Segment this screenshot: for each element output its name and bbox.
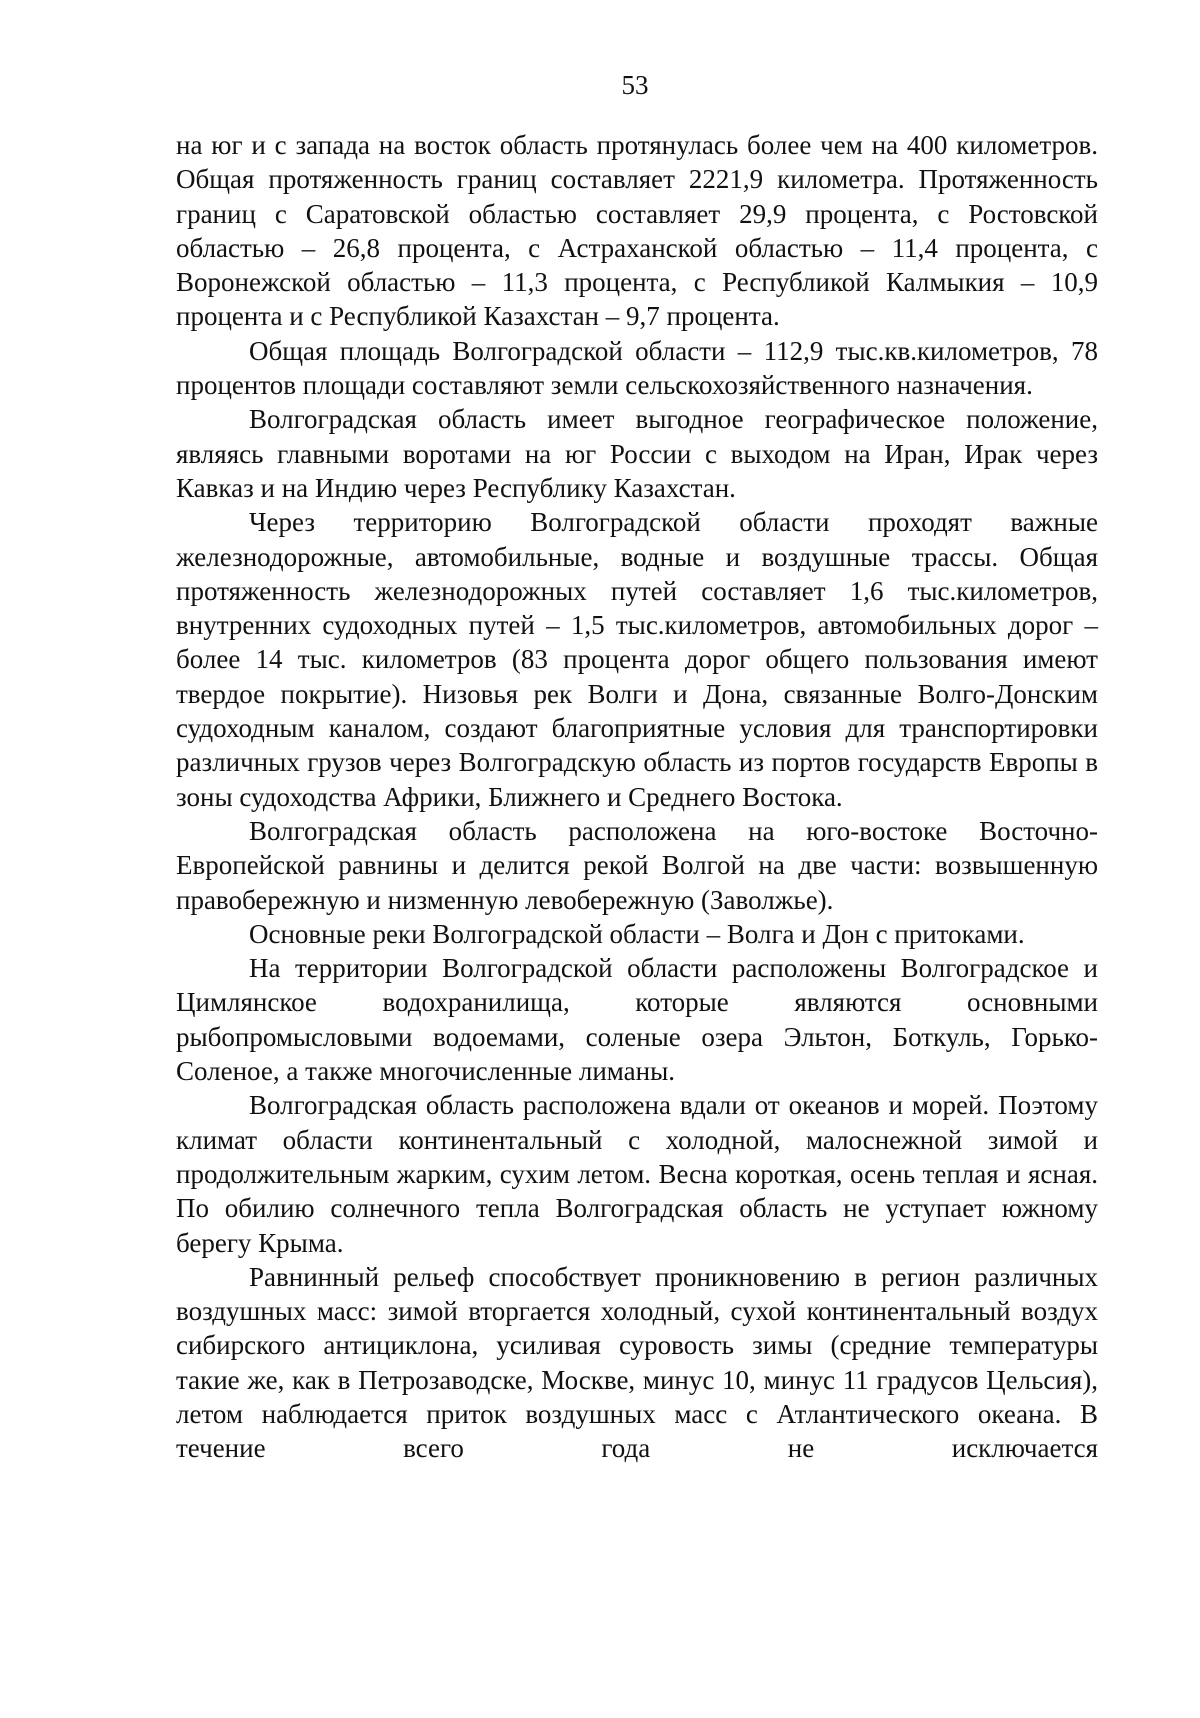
document-body — [176, 128, 1098, 1466]
page-number: 53 — [621, 70, 649, 100]
paragraph-transport: Через территорию Волгоградской области проходят важные железнодорожные, автомобильные, водные и воздушные трассы. Общая протяженность железнодорожных путей составляет 1,6 тыс.километров, внутренних судоходных путей – 1,5 тыс.километров, автомобильных дорог – более 14 тыс. километров (83 процента дорог общего пользования имеют твердое покрытие). Низовья рек Волги и Дона, связанные Волго-Донским судоходным каналом, создают благоприятные условия для транспортировки различных грузов через Волгоградскую область из портов государств Европы в зоны судоходства Африки, Ближнего и Среднего Востока. — [176, 507, 1098, 812]
paragraph-plain: Волгоградская область расположена на юго-востоке Восточно-Европейской равнины и делится рекой Волгой на две части: возвышенную правобережную и низменную левобережную (Заволжье). — [176, 815, 1098, 915]
paragraph-climate: Волгоградская область расположена вдали от океанов и морей. Поэтому климат области континентальный с холодной, малоснежной зимой и продолжительным жарким, сухим летом. Весна короткая, осень теплая и ясная. По обилию солнечного тепла Волгоградская область не уступает южному берегу Крыма. — [176, 1090, 1098, 1258]
paragraph-area: Общая площадь Волгоградской области – 112,9 тыс.кв.километров, 78 процентов площади составляют земли сельскохозяйственного назначения. — [176, 335, 1098, 401]
paragraph-rivers: Основные реки Волгоградской области – Волга и Дон с притоками. — [249, 918, 1025, 949]
paragraph-borders: на юг и с запада на восток область протянулась более чем на 400 километров. Общая протяженность границ составляет 2221,9 километра. Протяженность границ с Саратовской областью составляет 29,9 процента, с Ростовской областью – 26,8 процента, с Астраханской областью – 11,4 процента, с Воронежской областью – 11,3 процента, с Республикой Калмыкия – 10,9 процента и с Республикой Казахстан – 9,7 процента. — [176, 130, 1098, 332]
paragraph-geographic-position: Волгоградская область имеет выгодное географическое положение, являясь главными воротами на юг России с выходом на Иран, Ирак через Кавказ и на Индию через Республику Казахстан. — [176, 404, 1098, 503]
paragraph-air-masses: Равнинный рельеф способствует проникновению в регион различных воздушных масс: зимой вторгается холодный, сухой континентальный воздух сибирского антициклона, усиливая суровость зимы (средние температуры такие же, как в Петрозаводске, Москве, минус 10, минус 11 градусов Цельсия), летом наблюдается приток воздушных масс с Атлантического океана. В течение всего года не исключается — [176, 1261, 1098, 1464]
paragraph-reservoirs: На территории Волгоградской области расположены Волгоградское и Цимлянское водохранилища, которые являются основными рыбопромысловыми водоемами, соленые озера Эльтон, Боткуль, Горько-Соленое, а также многочисленные лиманы. — [176, 953, 1098, 1087]
